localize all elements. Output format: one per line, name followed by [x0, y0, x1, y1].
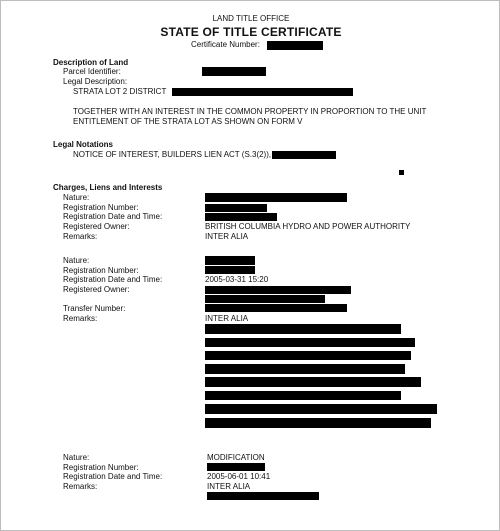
notation-line1: NOTICE OF INTEREST, BUILDERS LIEN ACT (S.3(2)), [73, 150, 272, 159]
entry1-remarks-label: Remarks: [63, 232, 98, 241]
redaction-mark [399, 170, 404, 175]
entry2-nature-label: Nature: [63, 256, 90, 265]
redaction-remarks-line5 [205, 377, 421, 387]
redaction-entry2-nature [205, 256, 255, 265]
office-name: LAND TITLE OFFICE [212, 14, 290, 23]
redaction-legal-description [172, 88, 353, 96]
redaction-entry2-owner-line2 [205, 295, 325, 303]
entry3-reg-date-value: 2005-06-01 10:41 [207, 472, 271, 481]
redaction-certificate-number [267, 41, 323, 50]
legal-description-line1: STRATA LOT 2 DISTRICT [73, 87, 167, 96]
redaction-remarks-line6 [205, 391, 401, 400]
legal-description-line3: ENTITLEMENT OF THE STRATA LOT AS SHOWN ON FORM V [73, 117, 303, 126]
redaction-parcel-identifier [202, 67, 266, 76]
entry2-reg-date-label: Registration Date and Time: [63, 275, 163, 284]
entry3-nature-label: Nature: [63, 453, 90, 462]
redaction-entry2-transfer [205, 304, 347, 312]
entry2-remarks-label: Remarks: [63, 314, 98, 323]
redaction-remarks-line1 [205, 324, 401, 334]
legal-description-line2: TOGETHER WITH AN INTEREST IN THE COMMON PROPERTY IN PROPORTION TO THE UNIT [73, 107, 427, 116]
parcel-identifier-label: Parcel Identifier: [63, 67, 121, 76]
notations-heading: Legal Notations [53, 140, 114, 149]
certificate-number-label: Certificate Number: [191, 40, 260, 49]
charges-heading: Charges, Liens and Interests [53, 183, 163, 192]
entry2-owner-label: Registered Owner: [63, 285, 130, 294]
redaction-notation [272, 151, 336, 159]
redaction-entry1-nature [205, 193, 347, 202]
entry3-remarks-value: INTER ALIA [207, 482, 251, 491]
redaction-remarks-line4 [205, 364, 405, 374]
redaction-entry1-reg-number [205, 204, 267, 212]
redaction-remarks-line3 [205, 351, 411, 360]
entry3-remarks-label: Remarks: [63, 482, 98, 491]
entry1-owner-label: Registered Owner: [63, 222, 130, 231]
redaction-entry3-remarks [207, 492, 319, 500]
entry2-reg-number-label: Registration Number: [63, 266, 139, 275]
entry2-transfer-label: Transfer Number: [63, 304, 126, 313]
description-heading: Description of Land [53, 58, 129, 67]
entry1-nature-label: Nature: [63, 193, 90, 202]
entry2-remarks-value: INTER ALIA [205, 314, 249, 323]
entry1-owner-value: BRITISH COLUMBIA HYDRO AND POWER AUTHORITY [205, 222, 411, 231]
entry1-reg-number-label: Registration Number: [63, 203, 139, 212]
entry1-remarks-value: INTER ALIA [205, 232, 249, 241]
entry2-reg-date-value: 2005-03-31 15:20 [205, 275, 269, 284]
page-title: STATE OF TITLE CERTIFICATE [160, 25, 342, 39]
redaction-entry2-reg-number [205, 266, 255, 274]
redaction-remarks-line7 [205, 404, 437, 414]
redaction-remarks-line8 [205, 418, 431, 428]
redaction-entry3-reg-number [207, 463, 265, 471]
entry3-nature-value: MODIFICATION [207, 453, 265, 462]
entry3-reg-number-label: Registration Number: [63, 463, 139, 472]
entry1-reg-date-label: Registration Date and Time: [63, 212, 163, 221]
redaction-entry1-reg-date [205, 213, 277, 221]
redaction-remarks-line2 [205, 338, 415, 347]
redaction-entry2-owner-line1 [205, 286, 351, 294]
entry3-reg-date-label: Registration Date and Time: [63, 472, 163, 481]
legal-description-label: Legal Description: [63, 77, 128, 86]
